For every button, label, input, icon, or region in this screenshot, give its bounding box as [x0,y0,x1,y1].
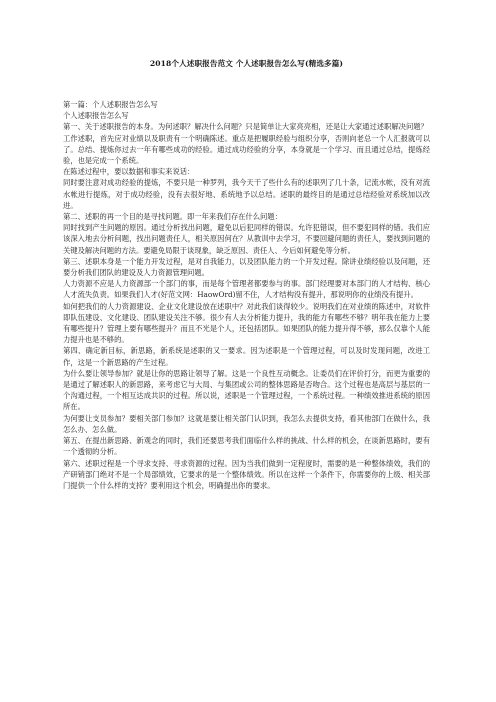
body-paragraph: 第五、在提出新思路、新观念的同时，我们还要思考我们面临什么样的挑战、什么样的机会，在谈新思路时，要有一个透彻的分析。 [63,436,430,457]
body-paragraph: 工作述职，首先应对业绩以及职责有一个明确陈述。重点是把履职经验与组织分享，否则向老总一个人汇报就可以了。总结、提炼你过去一年有哪些成功的经验。通过成功经验的分享，本身就是一个学习、而且通过总结，提炼经验，也是完成一个系统。 [63,133,430,166]
section-heading: 第一篇：个人述职报告怎么写 [63,100,158,109]
document-title: 2018个人述职报告范文 个人述职报告怎么写(精选多篇) [149,59,344,68]
body-paragraph: 第一、关于述职报告的本身。为何述职？解决什么问题？只是简单让大家亮亮相，还是让大家通过述职解决问题？ [63,122,428,132]
body-paragraph: 第二、述职的再一个目的是寻找问题。即一年来我们存在什么问题： [63,212,282,222]
body-paragraph: 第三、述职本身是一个能力开发过程，是对自我能力，以及团队能力的一个开发过程。除讲业绩经验以及问题，还要分析我们团队的建设及人力资源管理问题。 [63,256,430,278]
body-paragraph: 为何要让支员参加？要相关部门参加？这就是要让相关部门认识到，我怎么去提供支持，看其他部门在做什么，我怎么办、怎么做。 [63,413,430,434]
document-body [63,99,430,491]
body-paragraph: 第四、确定新目标，新思路，新系统是述职的又一要求。因为述职是一个管理过程，可以及时发现问题，改进工作，这是一个新思路的产生过程。 [63,346,430,367]
body-paragraph: 人力资源不应是人力资源部一个部门的事，而是每个管理者都要参与的事。部门经理要对本部门的人才结构、核心人才流失负责。如果我们人才(好范文网：HaowOrd)留不住，人才结构没有提升，那说明你的业绩没有提升。 [63,279,430,300]
sub-heading: 个人述职报告怎么写 [63,111,129,121]
body-paragraph: 第六、述职过程是一个寻求支持、寻求资源的过程。因为当我们做到一定程度时，需要的是一种整体绩效，我们的产研销部门绝对不是一个局部绩效，它要求的是一个整体绩效。所以在这样一个条件下，你需要你的上级、相关部门提供一个什么样的支持？要利用这个机会，明确提出你的要求。 [63,458,430,490]
body-paragraph: 同时找到产生问题的原因。通过分析找出问题，避免以后犯同样的错误。允许犯错误，但不要犯同样的错。我们应该深入地去分析问题，找出问题责任人，相关原因何在？从教训中去学习，不要回避问题的责任人，要找到问题的关键及解决问题的方法。要避免局限于谈现象，缺乏原因、责任人、今后如何避免等分析。 [63,223,430,255]
body-paragraph: 在陈述过程中，要以数据和事实来说话： [63,167,195,177]
body-paragraph: 同时要注意对成功经验的提炼，不要只是一种罗列，我今天干了些什么有的述职列了几十条，记流水帐，没有对流水帐进行提炼，对于成功经验，没有去很好地、系统地予以总结。述职的最终目的是通过总结经验对系统加以改进。 [63,178,430,210]
title-spacer [63,69,430,99]
body-paragraph: 如何把我们的人力资源建设、企业文化建设放在述职中？对此我们谈得较少。说明我们在对业绩的陈述中，对软件即队伍建设、文化建设、团队建设关注不够。很少有人去分析能力提升，我的能力有哪些不够？明年我在能力上要有哪些提升？管理上要有哪些提升？而且不光是个人，还包括团队。如果团队的能力提升得不够，那么仅靠个人能力提升也是不够的。 [63,301,430,345]
body-paragraph: 为什么要让领导参加？就是让你的思路让领导了解。这是一个良性互动概念。让委员们在评价打分，而更为重要的是通过了解述职人的新思路，来考虑它与大局、与集团或公司的整体思路是否吻合。这个过程也是高层与基层的一个沟通过程，一个相互达成共识的过程。所以说，述职是一个管理过程，一个系统过程。一种绩效推进系统的原因所在。 [63,368,430,412]
